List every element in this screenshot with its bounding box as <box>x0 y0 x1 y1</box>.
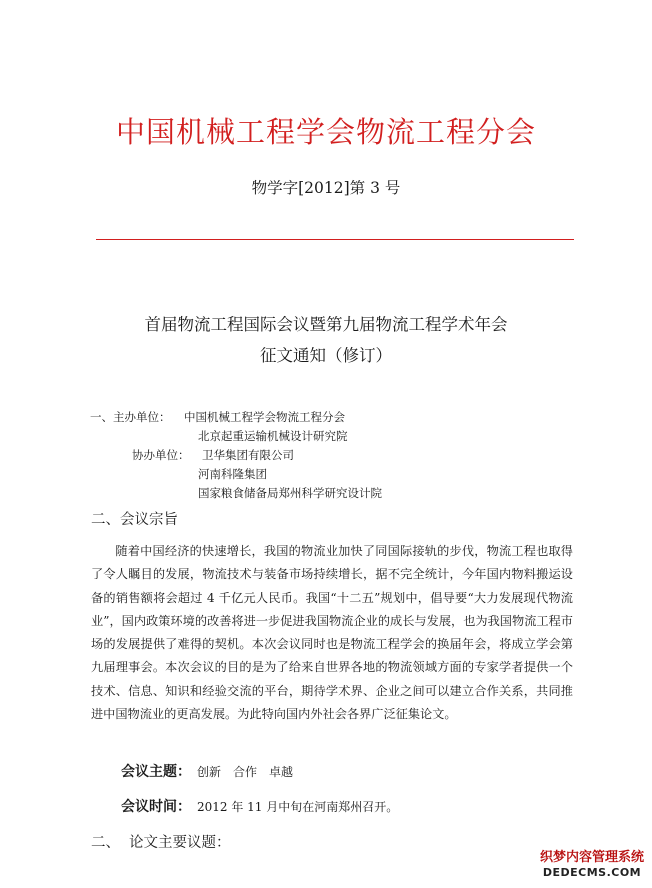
red-divider-line <box>96 239 574 240</box>
document-number: 物学字[2012]第 3 号 <box>251 179 401 197</box>
organization-title: 中国机械工程学会物流工程分会 <box>115 115 536 149</box>
co-host-name: 卫华集团有限公司 <box>202 448 294 462</box>
meeting-time-label: 会议时间： <box>121 799 191 815</box>
sponsor-list <box>90 408 382 503</box>
host-row-1 <box>90 408 382 427</box>
section-heading-topics <box>91 832 231 854</box>
co-host-row-1 <box>90 446 382 465</box>
co-host-name: 国家粮食储备局郑州科学研究设计院 <box>198 486 382 500</box>
section-title: 论文主要议题： <box>129 835 231 851</box>
watermark-line2: DEDECMS.COM <box>542 866 642 879</box>
meeting-theme <box>121 761 293 784</box>
host-name: 北京起重运输机械设计研究院 <box>198 429 348 443</box>
co-host-label: 协办单位： <box>132 448 190 462</box>
watermark-line1: 织梦内容管理系统 <box>539 850 644 865</box>
notice-title-line1: 首届物流工程国际会议暨第九届物流工程学术年会 <box>144 315 508 334</box>
meeting-theme-value: 创新 合作 卓越 <box>197 765 294 779</box>
co-host-row-2 <box>90 465 382 484</box>
meeting-theme-label: 会议主题： <box>121 764 191 780</box>
section-heading-purpose: 二、会议宗旨 <box>91 512 178 528</box>
meeting-time-value: 2012 年 11 月中旬在河南郑州召开。 <box>197 800 399 814</box>
notice-title-line2: 征文通知（修订） <box>260 346 392 365</box>
meeting-time <box>121 796 398 819</box>
section-number: 二、 <box>91 835 120 851</box>
co-host-name: 河南科隆集团 <box>198 467 267 481</box>
host-name: 中国机械工程学会物流工程分会 <box>184 410 345 424</box>
host-label: 一、主办单位： <box>90 410 171 424</box>
host-row-2 <box>90 427 382 446</box>
purpose-paragraph: 随着中国经济的快速增长，我国的物流业加快了同国际接轨的步伐，物流工程也取得了令人瞩目的发展，物流技术与装备市场持续增长，据不完全统计，今年国内物料搬运设备的销售额将会超过 4 千亿元人民币。我国“十二五”规划中，倡导要“大力发展现代物流业”，国内政策环境的改善将进一步促进我国物流企业的成长与发展，也为我国物流工程市场的发展提供了难得的契机。本次会议同时也是物流工程学会的换届年会，将成立学会第九届理事会。本次会议的目的是为了给来自世界各地的物流领域方面的专家学者提供一个技术、信息、知识和经验交流的平台，期待学术界、企业之间可以建立合作关系，共同推进中国物流业的更高发展。为此特向国内外社会各界广泛征集论文。 <box>91 544 573 722</box>
site-watermark-logo <box>540 850 644 880</box>
co-host-row-3 <box>90 484 382 503</box>
